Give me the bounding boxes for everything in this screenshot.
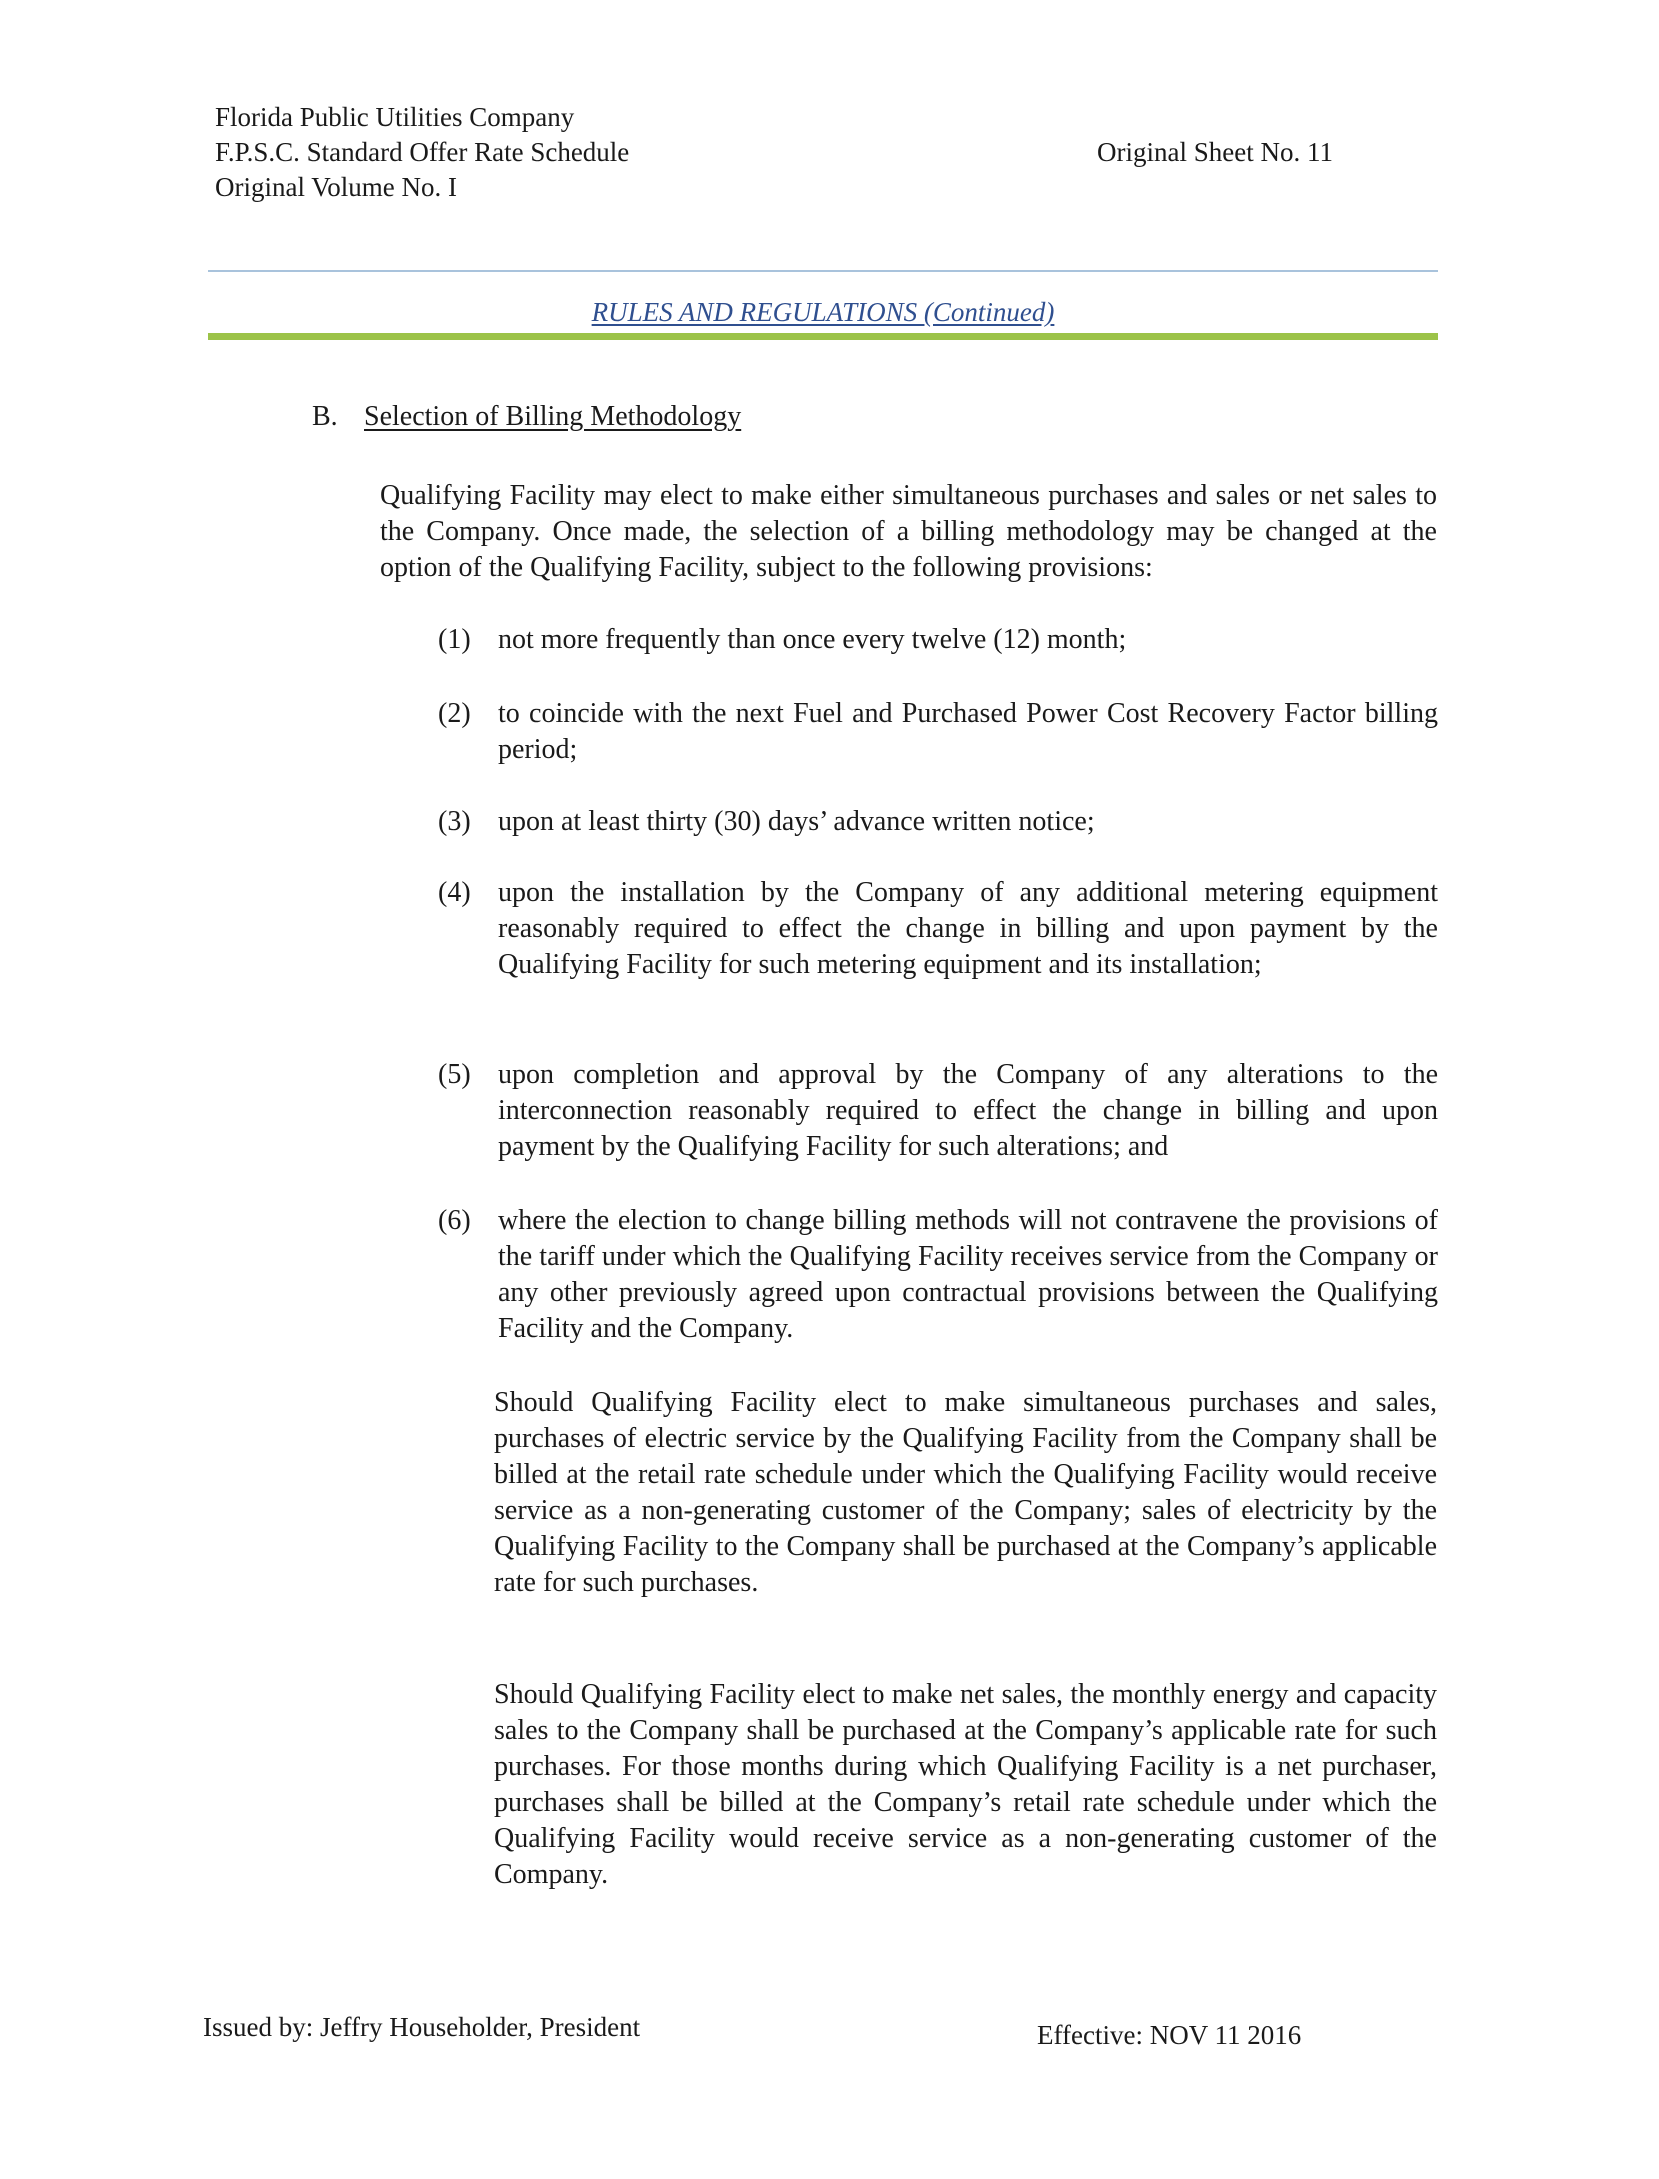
- provision-text: upon completion and approval by the Company of any alterations to the interconnection reasonably required to effect the change in billing and upon payment by the Qualifying Facility for such alterations; and: [498, 1059, 1438, 1162]
- provision-item: [438, 696, 1438, 768]
- intro-paragraph: Qualifying Facility may elect to make either simultaneous purchases and sales or net sales to the Company. Once made, the selection of a billing methodology may be changed at the option of the Qualifying Facility, subject to the following provisions:: [380, 480, 1437, 583]
- issued-by: Issued by: Jeffry Householder, President: [203, 2012, 641, 2042]
- provision-number: (5): [438, 1059, 471, 1090]
- company-name: Florida Public Utilities Company: [215, 102, 575, 132]
- header-divider: [208, 270, 1438, 272]
- provision-text: to coincide with the next Fuel and Purchased Power Cost Recovery Factor billing period;: [498, 698, 1438, 765]
- section-title-rule: [208, 333, 1438, 340]
- provision-item: [438, 1203, 1438, 1347]
- subsection-heading: [312, 401, 741, 433]
- provision-text: not more frequently than once every twelve (12) month;: [498, 624, 1127, 655]
- provision-text: where the election to change billing methods will not contravene the provisions of the tariff under which the Qualifying Facility receives service from the Company or any other previously agreed upon contractual provisions between the Qualifying Facility and the Company.: [498, 1205, 1438, 1344]
- provision-number: (6): [438, 1205, 471, 1236]
- net-sales-paragraph: Should Qualifying Facility elect to make net sales, the monthly energy and capacity sales to the Company shall be purchased at the Company’s applicable rate for such purchases. For those months during which Qualifying Facility is a net purchaser, purchases shall be billed at the Company’s retail rate schedule under which the Qualifying Facility would receive service as a non-generating customer of the Company.: [494, 1679, 1437, 1890]
- simultaneous-billing-paragraph: Should Qualifying Facility elect to make simultaneous purchases and sales, purchases of electric service by the Qualifying Facility from the Company shall be billed at the retail rate schedule under which the Qualifying Facility would receive service as a non-generating customer of the Company; sales of electricity by the Qualifying Facility to the Company shall be purchased at the Company’s applicable rate for such purchases.: [494, 1387, 1437, 1598]
- provision-item: [438, 804, 1438, 840]
- provision-item: [438, 875, 1438, 983]
- sheet-number: Original Sheet No. 11: [1097, 137, 1333, 167]
- rate-schedule-name: F.P.S.C. Standard Offer Rate Schedule: [215, 137, 630, 167]
- section-title: RULES AND REGULATIONS (Continued): [591, 297, 1055, 327]
- provision-item: [438, 1057, 1438, 1165]
- subsection-title: Selection of Billing Methodology: [364, 401, 742, 432]
- provision-text: upon the installation by the Company of any additional metering equipment reasonably required to effect the change in billing and upon payment by the Qualifying Facility for such metering equipment and its installation;: [498, 877, 1438, 980]
- header-left: [215, 100, 629, 205]
- provision-number: (4): [438, 877, 471, 908]
- volume-number: Original Volume No. I: [215, 172, 457, 202]
- effective-date: Effective: NOV 11 2016: [1037, 2020, 1302, 2050]
- subsection-label: B.: [312, 401, 338, 432]
- provision-number: (2): [438, 698, 471, 729]
- provision-text: upon at least thirty (30) days’ advance written notice;: [498, 806, 1095, 837]
- provision-number: (1): [438, 624, 471, 655]
- provision-item: [438, 622, 1438, 658]
- provision-number: (3): [438, 806, 471, 837]
